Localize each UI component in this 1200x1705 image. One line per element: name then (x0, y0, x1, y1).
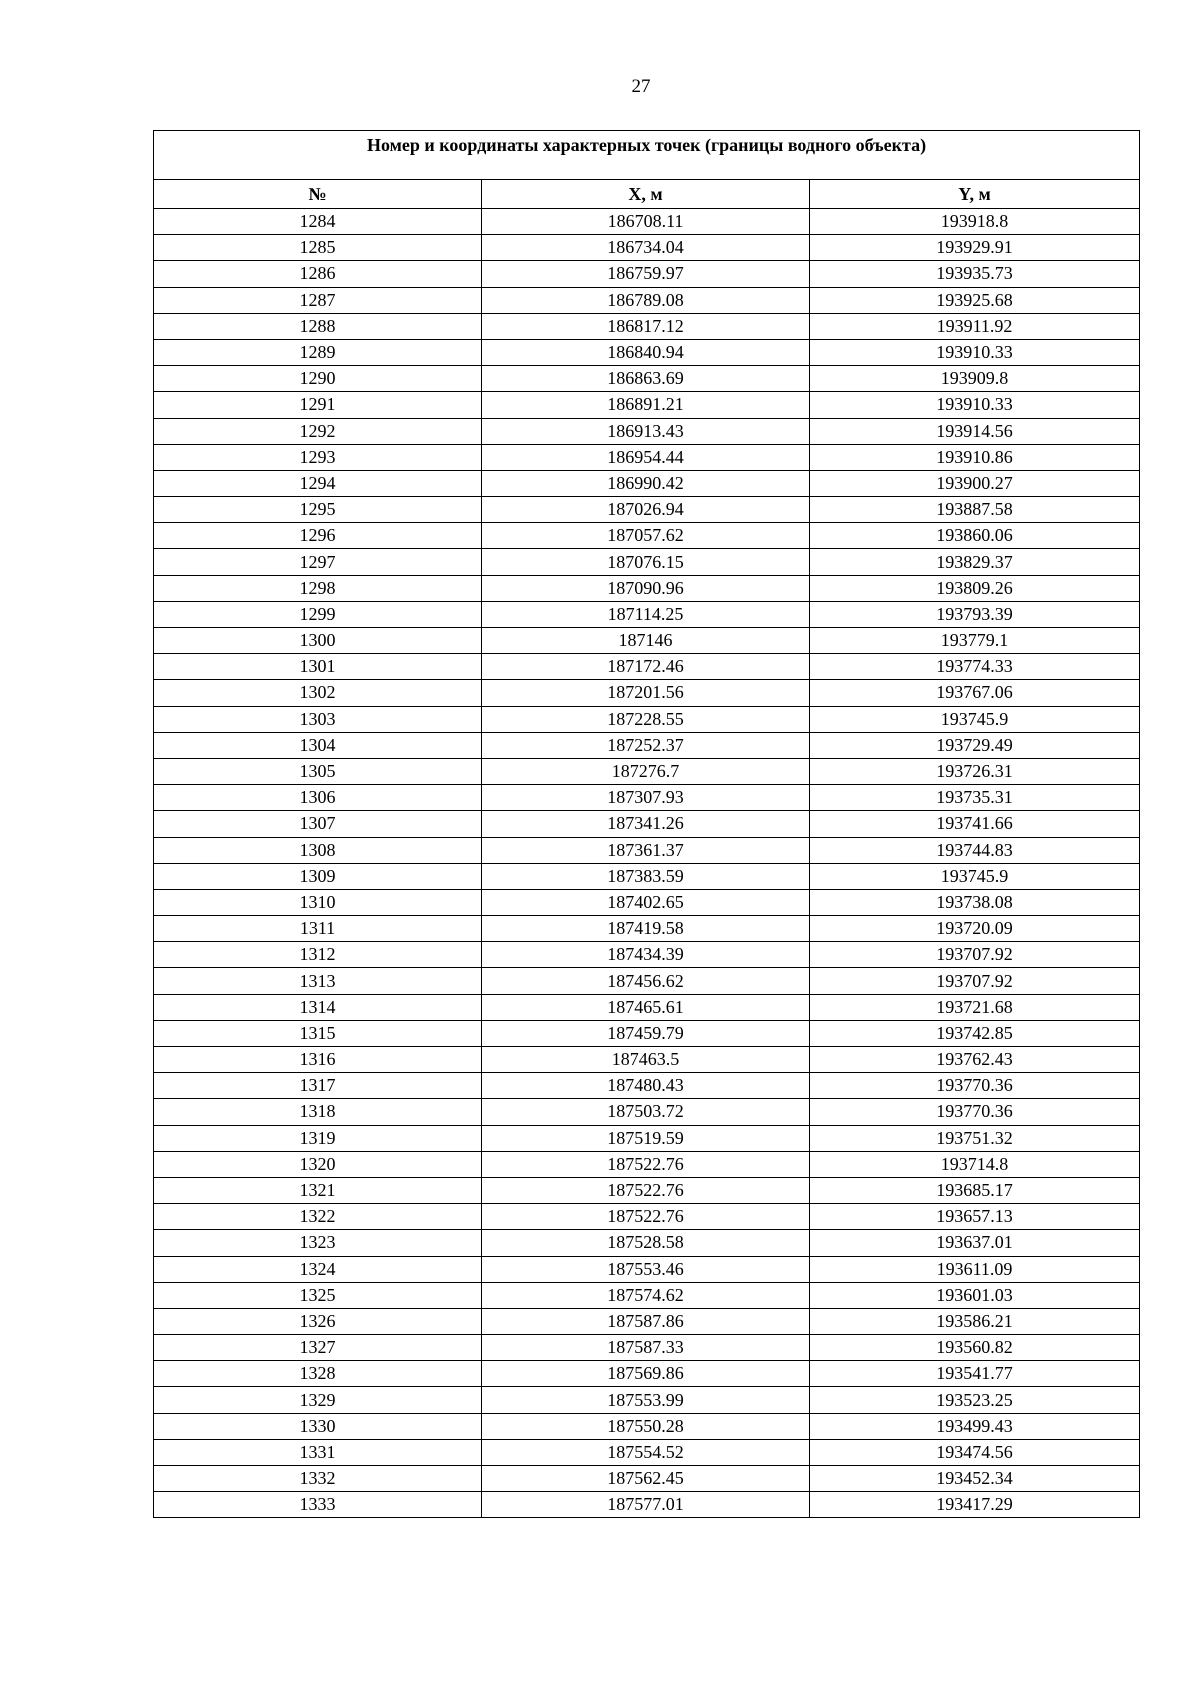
y-coordinate-cell: 193751.32 (810, 1125, 1140, 1151)
table-row (154, 1492, 1140, 1518)
y-coordinate-cell: 193735.31 (810, 785, 1140, 811)
point-number-cell: 1297 (154, 549, 482, 575)
point-number-cell: 1287 (154, 287, 482, 313)
table-row (154, 732, 1140, 758)
table-header-row (154, 180, 1140, 209)
y-coordinate-cell: 193685.17 (810, 1177, 1140, 1203)
point-number-cell: 1332 (154, 1466, 482, 1492)
x-coordinate-cell: 186734.04 (482, 235, 810, 261)
table-row (154, 1073, 1140, 1099)
y-coordinate-cell: 193657.13 (810, 1204, 1140, 1230)
y-coordinate-cell: 193911.92 (810, 313, 1140, 339)
y-coordinate-cell: 193909.8 (810, 366, 1140, 392)
x-coordinate-cell: 187554.52 (482, 1439, 810, 1465)
y-coordinate-cell: 193474.56 (810, 1439, 1140, 1465)
table-row (154, 1099, 1140, 1125)
coordinates-table (153, 130, 1140, 1518)
table-row (154, 1204, 1140, 1230)
point-number-cell: 1312 (154, 942, 482, 968)
y-coordinate-cell: 193742.85 (810, 1020, 1140, 1046)
y-coordinate-cell: 193774.33 (810, 654, 1140, 680)
x-coordinate-cell: 187402.65 (482, 889, 810, 915)
column-header-number: № (154, 180, 482, 209)
table-row (154, 1020, 1140, 1046)
x-coordinate-cell: 187465.61 (482, 994, 810, 1020)
x-coordinate-cell: 186863.69 (482, 366, 810, 392)
point-number-cell: 1294 (154, 470, 482, 496)
point-number-cell: 1302 (154, 680, 482, 706)
point-number-cell: 1320 (154, 1151, 482, 1177)
x-coordinate-cell: 187562.45 (482, 1466, 810, 1492)
point-number-cell: 1295 (154, 497, 482, 523)
x-coordinate-cell: 187341.26 (482, 811, 810, 837)
point-number-cell: 1333 (154, 1492, 482, 1518)
table-row (154, 575, 1140, 601)
table-row (154, 654, 1140, 680)
point-number-cell: 1330 (154, 1413, 482, 1439)
y-coordinate-cell: 193809.26 (810, 575, 1140, 601)
point-number-cell: 1308 (154, 837, 482, 863)
table-title: Номер и координаты характерных точек (границы водного объекта) (154, 131, 1140, 180)
x-coordinate-cell: 186840.94 (482, 339, 810, 365)
point-number-cell: 1304 (154, 732, 482, 758)
point-number-cell: 1327 (154, 1335, 482, 1361)
point-number-cell: 1324 (154, 1256, 482, 1282)
y-coordinate-cell: 193729.49 (810, 732, 1140, 758)
point-number-cell: 1290 (154, 366, 482, 392)
table-row (154, 942, 1140, 968)
y-coordinate-cell: 193910.33 (810, 392, 1140, 418)
y-coordinate-cell: 193770.36 (810, 1073, 1140, 1099)
point-number-cell: 1309 (154, 863, 482, 889)
point-number-cell: 1285 (154, 235, 482, 261)
point-number-cell: 1329 (154, 1387, 482, 1413)
point-number-cell: 1291 (154, 392, 482, 418)
point-number-cell: 1316 (154, 1047, 482, 1073)
y-coordinate-cell: 193935.73 (810, 261, 1140, 287)
y-coordinate-cell: 193714.8 (810, 1151, 1140, 1177)
point-number-cell: 1300 (154, 628, 482, 654)
point-number-cell: 1311 (154, 916, 482, 942)
point-number-cell: 1314 (154, 994, 482, 1020)
table-row (154, 863, 1140, 889)
table-row (154, 1282, 1140, 1308)
x-coordinate-cell: 187574.62 (482, 1282, 810, 1308)
point-number-cell: 1298 (154, 575, 482, 601)
point-number-cell: 1307 (154, 811, 482, 837)
point-number-cell: 1323 (154, 1230, 482, 1256)
y-coordinate-cell: 193914.56 (810, 418, 1140, 444)
table-row (154, 418, 1140, 444)
x-coordinate-cell: 186789.08 (482, 287, 810, 313)
point-number-cell: 1286 (154, 261, 482, 287)
y-coordinate-cell: 193738.08 (810, 889, 1140, 915)
table-row (154, 523, 1140, 549)
y-coordinate-cell: 193721.68 (810, 994, 1140, 1020)
table-row (154, 601, 1140, 627)
x-coordinate-cell: 187550.28 (482, 1413, 810, 1439)
table-row (154, 1439, 1140, 1465)
point-number-cell: 1318 (154, 1099, 482, 1125)
y-coordinate-cell: 193601.03 (810, 1282, 1140, 1308)
point-number-cell: 1321 (154, 1177, 482, 1203)
x-coordinate-cell: 187114.25 (482, 601, 810, 627)
y-coordinate-cell: 193417.29 (810, 1492, 1140, 1518)
point-number-cell: 1322 (154, 1204, 482, 1230)
x-coordinate-cell: 186954.44 (482, 444, 810, 470)
y-coordinate-cell: 193745.9 (810, 706, 1140, 732)
point-number-cell: 1289 (154, 339, 482, 365)
point-number-cell: 1292 (154, 418, 482, 444)
y-coordinate-cell: 193860.06 (810, 523, 1140, 549)
table-row (154, 339, 1140, 365)
table-row (154, 235, 1140, 261)
table-row (154, 261, 1140, 287)
table-row (154, 444, 1140, 470)
point-number-cell: 1299 (154, 601, 482, 627)
y-coordinate-cell: 193829.37 (810, 549, 1140, 575)
point-number-cell: 1325 (154, 1282, 482, 1308)
y-coordinate-cell: 193720.09 (810, 916, 1140, 942)
point-number-cell: 1313 (154, 968, 482, 994)
point-number-cell: 1310 (154, 889, 482, 915)
y-coordinate-cell: 193523.25 (810, 1387, 1140, 1413)
x-coordinate-cell: 187172.46 (482, 654, 810, 680)
x-coordinate-cell: 187528.58 (482, 1230, 810, 1256)
table-row (154, 1387, 1140, 1413)
y-coordinate-cell: 193910.33 (810, 339, 1140, 365)
x-coordinate-cell: 187459.79 (482, 1020, 810, 1046)
table-row (154, 916, 1140, 942)
table-row (154, 889, 1140, 915)
table-row (154, 1047, 1140, 1073)
table-row (154, 209, 1140, 235)
y-coordinate-cell: 193637.01 (810, 1230, 1140, 1256)
x-coordinate-cell: 187361.37 (482, 837, 810, 863)
y-coordinate-cell: 193586.21 (810, 1308, 1140, 1334)
y-coordinate-cell: 193910.86 (810, 444, 1140, 470)
point-number-cell: 1305 (154, 758, 482, 784)
x-coordinate-cell: 186913.43 (482, 418, 810, 444)
x-coordinate-cell: 187522.76 (482, 1204, 810, 1230)
x-coordinate-cell: 186891.21 (482, 392, 810, 418)
table-row (154, 1308, 1140, 1334)
x-coordinate-cell: 187553.99 (482, 1387, 810, 1413)
table-row (154, 758, 1140, 784)
table-row (154, 1230, 1140, 1256)
table-row (154, 287, 1140, 313)
table-row (154, 1256, 1140, 1282)
x-coordinate-cell: 187026.94 (482, 497, 810, 523)
table-row (154, 680, 1140, 706)
point-number-cell: 1331 (154, 1439, 482, 1465)
table-row (154, 497, 1140, 523)
y-coordinate-cell: 193900.27 (810, 470, 1140, 496)
point-number-cell: 1328 (154, 1361, 482, 1387)
table-row (154, 1177, 1140, 1203)
x-coordinate-cell: 187587.33 (482, 1335, 810, 1361)
table-row (154, 837, 1140, 863)
point-number-cell: 1306 (154, 785, 482, 811)
table-row (154, 785, 1140, 811)
table-row (154, 470, 1140, 496)
y-coordinate-cell: 193452.34 (810, 1466, 1140, 1492)
x-coordinate-cell: 187090.96 (482, 575, 810, 601)
x-coordinate-cell: 187456.62 (482, 968, 810, 994)
point-number-cell: 1293 (154, 444, 482, 470)
x-coordinate-cell: 187569.86 (482, 1361, 810, 1387)
table-row (154, 1335, 1140, 1361)
table-row (154, 994, 1140, 1020)
table-row (154, 968, 1140, 994)
table-row (154, 628, 1140, 654)
x-coordinate-cell: 187419.58 (482, 916, 810, 942)
point-number-cell: 1284 (154, 209, 482, 235)
column-header-x: X, м (482, 180, 810, 209)
table-row (154, 1361, 1140, 1387)
x-coordinate-cell: 187480.43 (482, 1073, 810, 1099)
x-coordinate-cell: 187383.59 (482, 863, 810, 889)
x-coordinate-cell: 187076.15 (482, 549, 810, 575)
y-coordinate-cell: 193929.91 (810, 235, 1140, 261)
y-coordinate-cell: 193499.43 (810, 1413, 1140, 1439)
y-coordinate-cell: 193744.83 (810, 837, 1140, 863)
table-row (154, 811, 1140, 837)
y-coordinate-cell: 193887.58 (810, 497, 1140, 523)
table-row (154, 1151, 1140, 1177)
column-header-y: Y, м (810, 180, 1140, 209)
y-coordinate-cell: 193793.39 (810, 601, 1140, 627)
point-number-cell: 1315 (154, 1020, 482, 1046)
y-coordinate-cell: 193726.31 (810, 758, 1140, 784)
x-coordinate-cell: 187577.01 (482, 1492, 810, 1518)
x-coordinate-cell: 186708.11 (482, 209, 810, 235)
x-coordinate-cell: 187522.76 (482, 1177, 810, 1203)
table-row (154, 392, 1140, 418)
y-coordinate-cell: 193707.92 (810, 968, 1140, 994)
x-coordinate-cell: 187434.39 (482, 942, 810, 968)
x-coordinate-cell: 186759.97 (482, 261, 810, 287)
point-number-cell: 1303 (154, 706, 482, 732)
x-coordinate-cell: 187146 (482, 628, 810, 654)
x-coordinate-cell: 187463.5 (482, 1047, 810, 1073)
y-coordinate-cell: 193707.92 (810, 942, 1140, 968)
table-row (154, 313, 1140, 339)
y-coordinate-cell: 193745.9 (810, 863, 1140, 889)
x-coordinate-cell: 186817.12 (482, 313, 810, 339)
table-row (154, 1413, 1140, 1439)
y-coordinate-cell: 193762.43 (810, 1047, 1140, 1073)
y-coordinate-cell: 193541.77 (810, 1361, 1140, 1387)
x-coordinate-cell: 187307.93 (482, 785, 810, 811)
y-coordinate-cell: 193779.1 (810, 628, 1140, 654)
x-coordinate-cell: 187587.86 (482, 1308, 810, 1334)
point-number-cell: 1326 (154, 1308, 482, 1334)
table-row (154, 1466, 1140, 1492)
table-row (154, 366, 1140, 392)
table-row (154, 706, 1140, 732)
x-coordinate-cell: 187553.46 (482, 1256, 810, 1282)
point-number-cell: 1319 (154, 1125, 482, 1151)
x-coordinate-cell: 187522.76 (482, 1151, 810, 1177)
x-coordinate-cell: 187228.55 (482, 706, 810, 732)
x-coordinate-cell: 187276.7 (482, 758, 810, 784)
x-coordinate-cell: 187519.59 (482, 1125, 810, 1151)
table-title-row (154, 131, 1140, 180)
point-number-cell: 1317 (154, 1073, 482, 1099)
y-coordinate-cell: 193918.8 (810, 209, 1140, 235)
x-coordinate-cell: 187201.56 (482, 680, 810, 706)
y-coordinate-cell: 193560.82 (810, 1335, 1140, 1361)
y-coordinate-cell: 193767.06 (810, 680, 1140, 706)
point-number-cell: 1288 (154, 313, 482, 339)
table-body (154, 209, 1140, 1518)
x-coordinate-cell: 187057.62 (482, 523, 810, 549)
point-number-cell: 1296 (154, 523, 482, 549)
x-coordinate-cell: 187503.72 (482, 1099, 810, 1125)
y-coordinate-cell: 193741.66 (810, 811, 1140, 837)
y-coordinate-cell: 193611.09 (810, 1256, 1140, 1282)
y-coordinate-cell: 193925.68 (810, 287, 1140, 313)
page-number: 27 (631, 76, 651, 97)
point-number-cell: 1301 (154, 654, 482, 680)
table-row (154, 549, 1140, 575)
x-coordinate-cell: 186990.42 (482, 470, 810, 496)
table-row (154, 1125, 1140, 1151)
x-coordinate-cell: 187252.37 (482, 732, 810, 758)
y-coordinate-cell: 193770.36 (810, 1099, 1140, 1125)
